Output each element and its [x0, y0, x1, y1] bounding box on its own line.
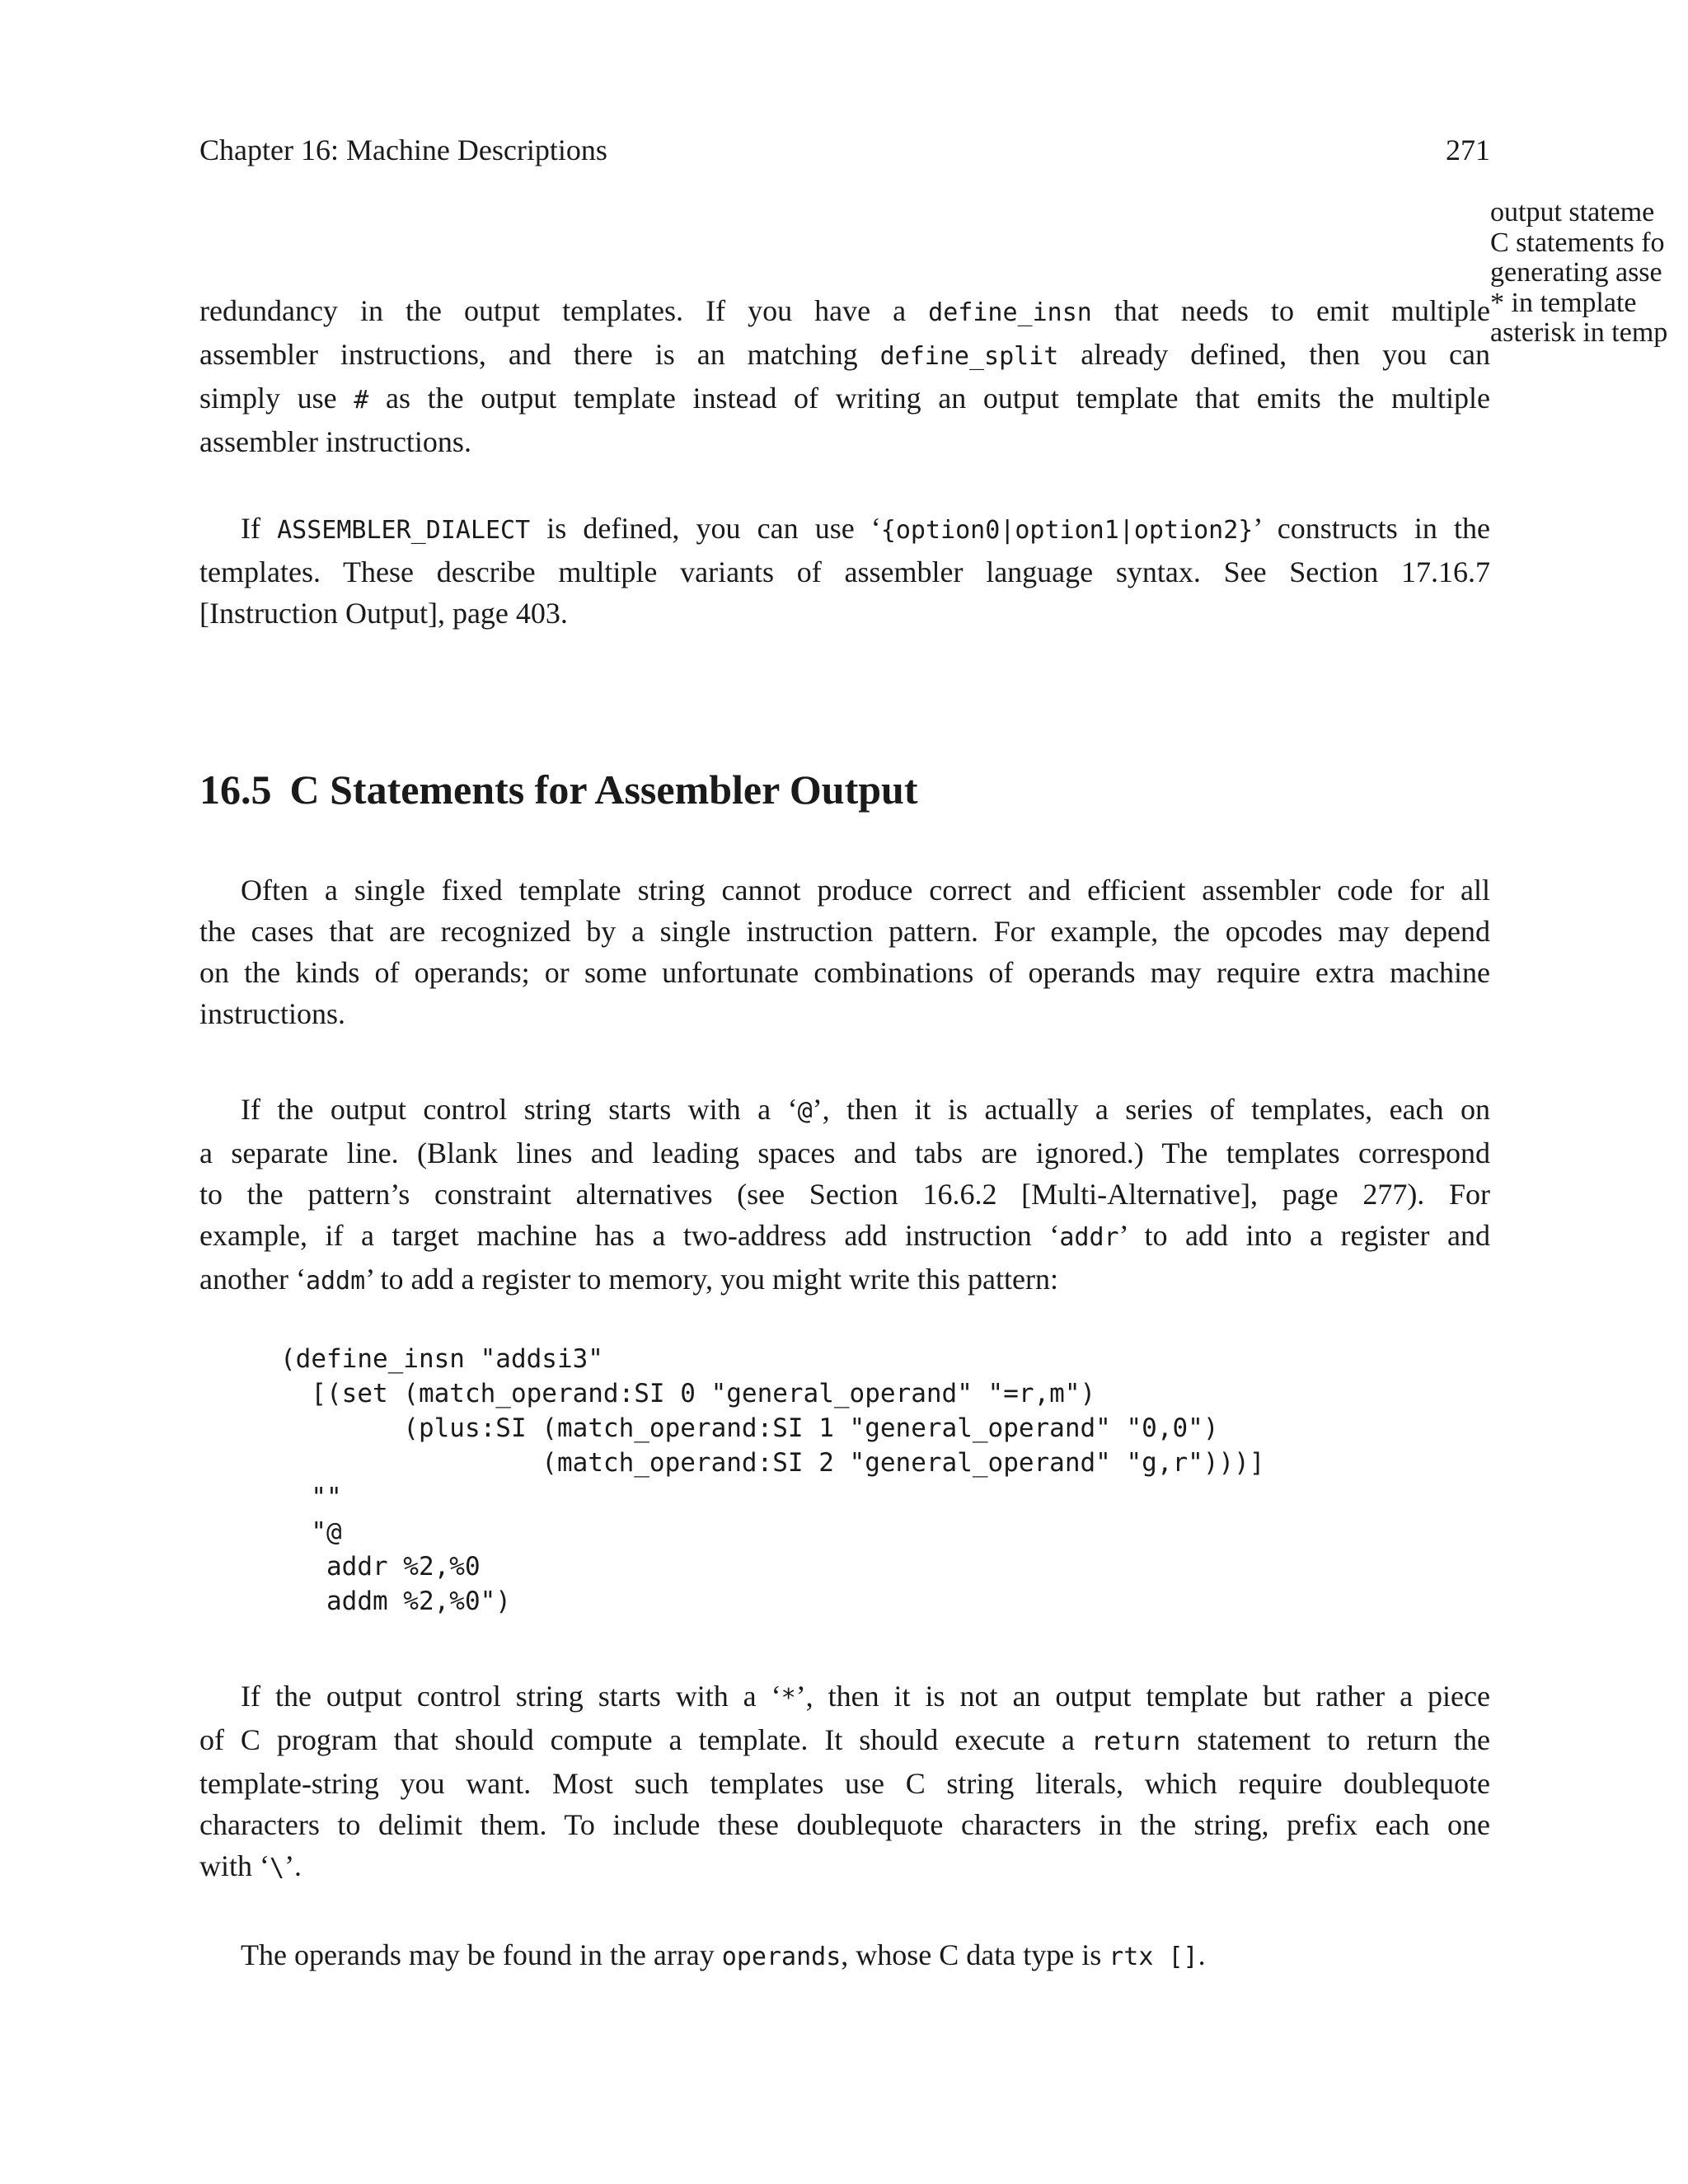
index-entry: generating asse — [1490, 257, 1662, 288]
text-line: Often a single fixed template string cannot produce correct and efficient assembler code for all — [241, 874, 1490, 907]
paragraph-at-sign-templates — [199, 1089, 1490, 1302]
chapter-title: Chapter 16: Machine Descriptions — [199, 134, 607, 166]
text-line: a separate line. (Blank lines and leading spaces and tabs are ignored.) The templates correspond — [199, 1137, 1490, 1169]
text-line: example, if a target machine has a two-address add instruction ‘addr’ to add into a register and — [199, 1219, 1490, 1252]
page-number: 271 — [1446, 134, 1490, 166]
code-example-define-insn: (define_insn "addsi3" [(set (match_operand:SI 0 "general_operand" "=r,m") (plus:SI (match_operand:SI 1 "general_operand" "0,0") (match_operand:SI 2 "general_operand" "g,r")))] "" "@ addr %2,%0 addm %2,%0") — [280, 1344, 1265, 1616]
text-line: If the output control string starts with a ‘*’, then it is not an output template but rather a piece — [241, 1680, 1490, 1713]
text-line: the cases that are recognized by a single instruction pattern. For example, the opcodes may depend — [199, 915, 1490, 948]
text-line: with ‘\’. — [199, 1849, 302, 1882]
index-entry: * in template — [1490, 287, 1637, 318]
text-line: simply use # as the output template instead of writing an output template that emits the multiple — [199, 382, 1490, 415]
index-entry: asterisk in temp — [1490, 317, 1668, 348]
paragraph-asterisk-templates — [199, 1675, 1490, 1889]
section-heading — [199, 765, 918, 814]
text-line: template-string you want. Most such templates use C string literals, which require doublequote — [199, 1767, 1490, 1800]
paragraph-assembler-dialect — [199, 508, 1490, 634]
text-line: templates. These describe multiple variants of assembler language syntax. See Section 17.16.7 — [199, 555, 1490, 588]
margin-index-entries — [1490, 198, 1688, 349]
text-line: instructions. — [199, 997, 345, 1030]
text-line: redundancy in the output templates. If you have a define_insn that needs to emit multiple — [199, 294, 1490, 327]
index-entry: output stateme — [1490, 198, 1655, 227]
text-line: If ASSEMBLER_DIALECT is defined, you can use ‘{option0|option1|option2}’ constructs in the — [241, 512, 1490, 545]
section-title: C Statements for Assembler Output — [289, 766, 918, 813]
text-line: If the output control string starts with a ‘@’, then it is actually a series of templates, each on — [241, 1093, 1490, 1126]
running-header — [199, 132, 1490, 168]
paragraph-output-template-redundancy — [199, 290, 1490, 462]
text-line: to the pattern’s constraint alternatives (see Section 16.6.2 [Multi-Alternative], page 277). For — [199, 1178, 1490, 1211]
text-line: of C program that should compute a template. It should execute a return statement to return the — [199, 1723, 1490, 1756]
text-line: [Instruction Output], page 403. — [199, 597, 568, 630]
paragraph-fixed-template-limits — [199, 869, 1490, 1034]
text-line: assembler instructions. — [199, 425, 471, 458]
section-number: 16.5 — [199, 766, 272, 813]
index-entry: C statements fo — [1490, 227, 1665, 258]
text-line: another ‘addm’ to add a register to memory, you might write this pattern: — [199, 1263, 1058, 1296]
text-line: on the kinds of operands; or some unfortunate combinations of operands may require extra machine — [199, 956, 1490, 989]
paragraph-operands-array — [199, 1934, 1490, 1978]
text-line: characters to delimit them. To include these doublequote characters in the string, prefix each one — [199, 1808, 1490, 1841]
text-line: assembler instructions, and there is an matching define_split already defined, then you can — [199, 338, 1490, 371]
text-line: The operands may be found in the array operands, whose C data type is rtx []. — [241, 1938, 1206, 1971]
